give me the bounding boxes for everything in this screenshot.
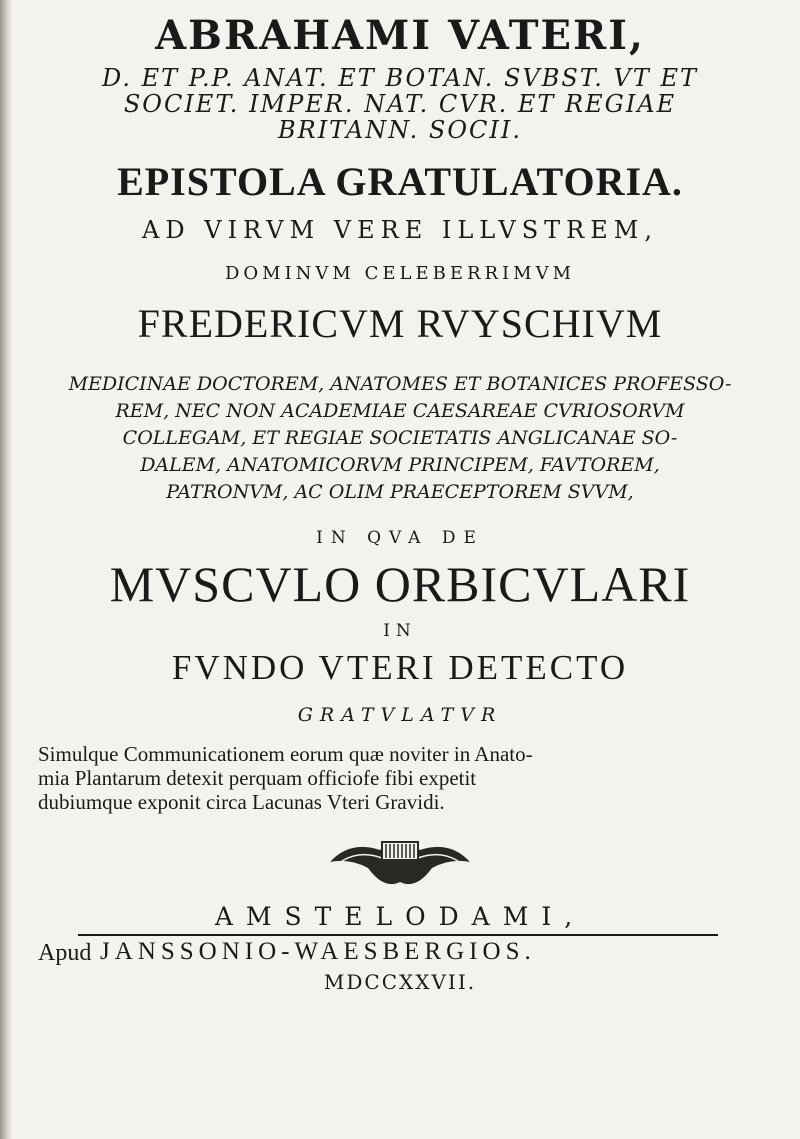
body-line1: Simulque Communicationem eorum quæ noviter in Anato-	[38, 742, 533, 766]
dedication-line1: MEDICINAE DOCTOREM, ANATOMES ET BOTANICES PROFESSO-	[68, 373, 732, 395]
imprint-city: AMSTELODAMI,	[214, 902, 586, 931]
imprint-rule	[78, 934, 718, 936]
dedication-line2: REM, NEC NON ACADEMIAE CAESAREAE CVRIOSORVM	[115, 400, 685, 422]
dedication-line3: COLLEGAM, ET REGIAE SOCIETATIS ANGLICANAE SO-	[122, 427, 678, 449]
in-qua-de: IN QVA DE	[316, 528, 484, 548]
imprint-printer: JANSSONIO-WAESBERGIOS.	[100, 938, 536, 965]
gratulatur: GRATVLATVR	[297, 704, 503, 726]
dedication-line4: DALEM, ANATOMICORVM PRINCIPEM, FAVTOREM,	[140, 454, 660, 476]
author-titles-line2: SOCIET. IMPER. NAT. CVR. ET REGIAE	[123, 90, 677, 118]
author-name: ABRAHAMI VATERI,	[155, 12, 645, 59]
subject-musculo: MVSCVLO ORBICVLARI	[109, 556, 691, 612]
title-ad-line: AD VIRVM VERE ILLVSTREM,	[142, 216, 658, 244]
honoree-name: FREDERICVM RVYSCHIVM	[137, 301, 663, 346]
author-titles-line3: BRITANN. SOCII.	[277, 116, 522, 144]
body-line3: dubiumque exponit circa Lacunas Vteri Gravidi.	[38, 790, 445, 814]
title-dominum-line: DOMINVM CELEBERRIMVM	[224, 263, 576, 284]
subject-fundo: FVNDO VTERI DETECTO	[171, 648, 629, 687]
body-paragraph	[38, 742, 758, 814]
imprint-year: MDCCXXVII.	[323, 970, 477, 994]
dedication-line5: PATRONVM, AC OLIM PRAECEPTOREM SVVM,	[166, 481, 634, 503]
printer-ornament-icon	[320, 832, 480, 892]
author-titles-line1: D. ET P.P. ANAT. ET BOTAN. SVBST. VT ET	[101, 64, 699, 92]
imprint-apud: Apud	[38, 940, 92, 966]
subject-in: IN	[383, 621, 417, 641]
body-line2: mia Plantarum detexit perquam officiofe fibi expetit	[38, 766, 477, 790]
main-title: EPISTOLA GRATULATORIA.	[117, 159, 683, 204]
